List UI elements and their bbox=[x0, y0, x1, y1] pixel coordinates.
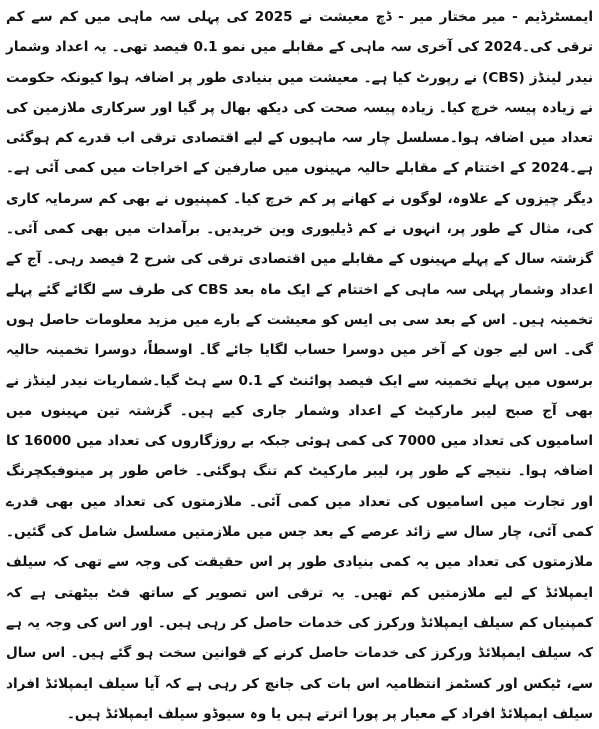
article-body: ایمسٹرڈیم - میر مختار میر - ڈچ معیشت نے 2025 کی پہلی سہ ماہی میں کم سے کم ترقی کی۔2024 کی آخری سہ ماہی کے مقابلے میں نمو 0.1 فیصد تھی۔ یہ اعداد وشمار نیدر لینڈز (CBS) نے رپورٹ کیا ہے۔ معیشت میں بنیادی طور پر اضافہ ہوا کیونکہ حکومت نے زیادہ پیسہ خرچ کیا۔ زیادہ پیسہ صحت کی دیکھ بھال پر گیا اور سرکاری ملازمین کی تعداد میں اضافہ ہوا۔مسلسل چار سہ ماہیوں کے لیے اقتصادی ترقی اب قدرے کم ہوگئی ہے۔2024 کے اختتام کے مقابلے حالیہ مہینوں میں صارفین کے اخراجات میں کمی آئی ہے۔ دیگر چیزوں کے علاوہ، لوگوں نے کھانے پر کم خرچ کیا۔ کمپنیوں نے بھی کم سرمایہ کاری کی، مثال کے طور پر، انہوں نے کم ڈیلیوری وین خریدیں۔ برآمدات میں بھی کمی آئی۔گزشتہ سال کے پہلے مہینوں کے مقابلے میں اقتصادی ترقی کی شرح 2 فیصد رہی۔ آج کے اعداد وشمار پہلی سہ ماہی کے اختتام کے ایک ماہ بعد CBS کی طرف سے لگائے گئے پہلے تخمینہ ہیں۔ اس کے بعد سی بی ایس کو معیشت کے بارے میں مزید معلومات حاصل ہوں گی۔ اس لیے جون کے آخر میں دوسرا حساب لگایا جائے گا۔ اوسطاً، دوسرا تخمینہ حالیہ برسوں میں پہلے تخمینہ سے ایک فیصد پوائنٹ کے 0.1 سے ہٹ گیا۔شماریات نیدر لینڈز نے بھی آج صبح لیبر مارکیٹ کے اعداد وشمار جاری کیے ہیں۔ گزشتہ تین مہینوں میں اسامیوں کی تعداد میں 7000 کی کمی ہوئی جبکہ بے روزگاروں کی تعداد میں 16000 کا اضافہ ہوا۔ نتیجے کے طور پر، لیبر مارکیٹ کم تنگ ہوگئی۔ خاص طور پر مینوفیکچرنگ اور تجارت میں اسامیوں کی تعداد میں کمی آئی۔ ملازمتوں کی تعداد میں بھی قدرے کمی آئی، چار سال سے زائد عرصے کے بعد جس میں ملازمتیں مسلسل شامل کی گئیں۔ ملازمتوں کی تعداد میں یہ کمی بنیادی طور پر اس حقیقت کی وجہ سے تھی کہ سیلف ایمپلائڈ کے لیے ملازمتیں کم تھیں۔ یہ ترقی اس تصویر کے ساتھ فٹ بیٹھتی ہے کہ کمپنیاں کم سیلف ایمپلائڈ ورکرز کی خدمات حاصل کر رہی ہیں۔ اور اس کی وجہ یہ ہے کہ سیلف ایمپلائڈ ورکرز کی خدمات حاصل کرنے کے قوانین سخت ہو گئے ہیں۔ اس سال سے، ٹیکس اور کسٹمز انتظامیہ اس بات کی جانچ کر رہی ہے کہ آیا سیلف ایمپلائڈ افراد سیلف ایمپلائڈ افراد کے معیار پر پورا اترتے ہیں یا وہ سیوڈو سیلف ایمپلائڈ ہیں۔ bbox=[6, 9, 594, 722]
